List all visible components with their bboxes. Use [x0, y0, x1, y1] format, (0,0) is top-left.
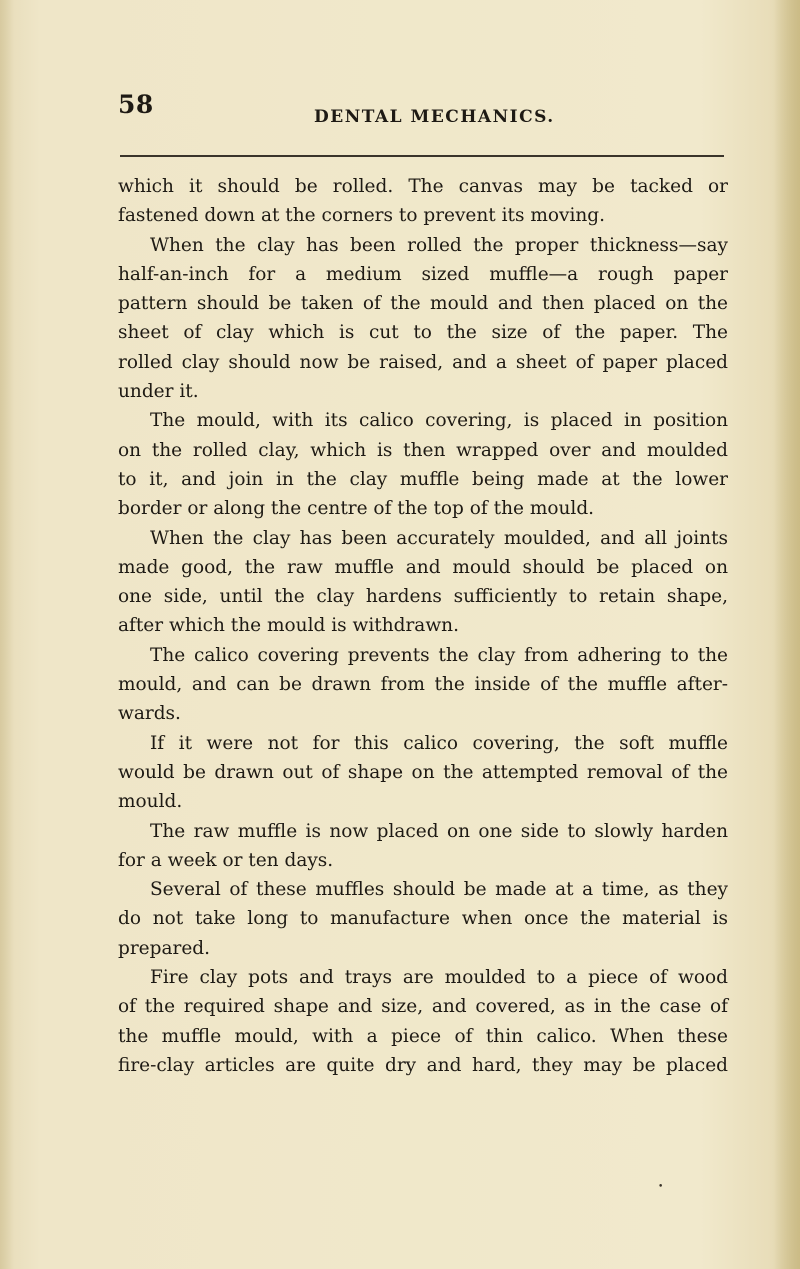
text-line: wards.	[118, 703, 181, 725]
text-line: If it were not for this calico covering, the soft muffle	[150, 732, 728, 754]
text-line: prepared.	[118, 937, 211, 959]
running-title: DENTAL MECHANICS.	[314, 107, 555, 127]
text-line: sheet of clay which is cut to the size of the paper. The	[118, 322, 728, 344]
text-line: to it, and join in the clay muffle being made at the lower	[118, 468, 728, 490]
text-line: Fire clay pots and trays are moulded to a piece of wood	[150, 967, 728, 989]
text-line: mould.	[118, 791, 183, 813]
text-line: the muffle mould, with a piece of thin calico. When these	[118, 1025, 728, 1047]
page-number: 58	[118, 90, 154, 119]
text-line: mould, and can be drawn from the inside of the muffle after-	[118, 674, 728, 696]
text-line: under it.	[118, 381, 199, 403]
page-left-shadow	[0, 0, 14, 1269]
text-line: fire-clay articles are quite dry and hard, they may be placed	[118, 1054, 728, 1076]
text-line: which it should be rolled. The canvas may be tacked or	[118, 176, 728, 197]
text-line: The mould, with its calico covering, is placed in position	[150, 410, 728, 432]
text-line: rolled clay should now be raised, and a sheet of paper placed	[118, 351, 728, 373]
header-rule	[120, 155, 724, 157]
text-line: When the clay has been rolled the proper thickness—say	[150, 234, 728, 256]
text-line: half-an-inch for a medium sized muffle—a rough paper	[118, 263, 728, 285]
text-line: border or along the centre of the top of the mould.	[118, 498, 595, 520]
body-text	[118, 172, 728, 1080]
text-line: one side, until the clay hardens sufficiently to retain shape,	[118, 586, 728, 608]
text-line: The calico covering prevents the clay from adhering to the	[150, 644, 728, 666]
text-line: on the rolled clay, which is then wrapped over and moulded	[118, 439, 728, 461]
page-right-edge	[774, 0, 800, 1269]
text-line: would be drawn out of shape on the attempted removal of the	[118, 761, 728, 783]
text-line: of the required shape and size, and covered, as in the case of	[118, 996, 728, 1018]
text-line: do not take long to manufacture when once the material is	[118, 908, 728, 930]
text-line: Several of these muffles should be made at a time, as they	[150, 879, 728, 901]
text-line: The raw muffle is now placed on one side to slowly harden	[150, 820, 728, 842]
text-line: made good, the raw muffle and mould should be placed on	[118, 556, 728, 578]
text-line: fastened down at the corners to prevent its moving.	[118, 205, 606, 227]
text-line: after which the mould is withdrawn.	[118, 615, 459, 637]
footer-mark: •	[658, 1182, 664, 1192]
text-line: When the clay has been accurately moulded, and all joints	[150, 527, 728, 549]
text-line: for a week or ten days.	[118, 849, 334, 871]
text-line: pattern should be taken of the mould and then placed on the	[118, 293, 728, 315]
